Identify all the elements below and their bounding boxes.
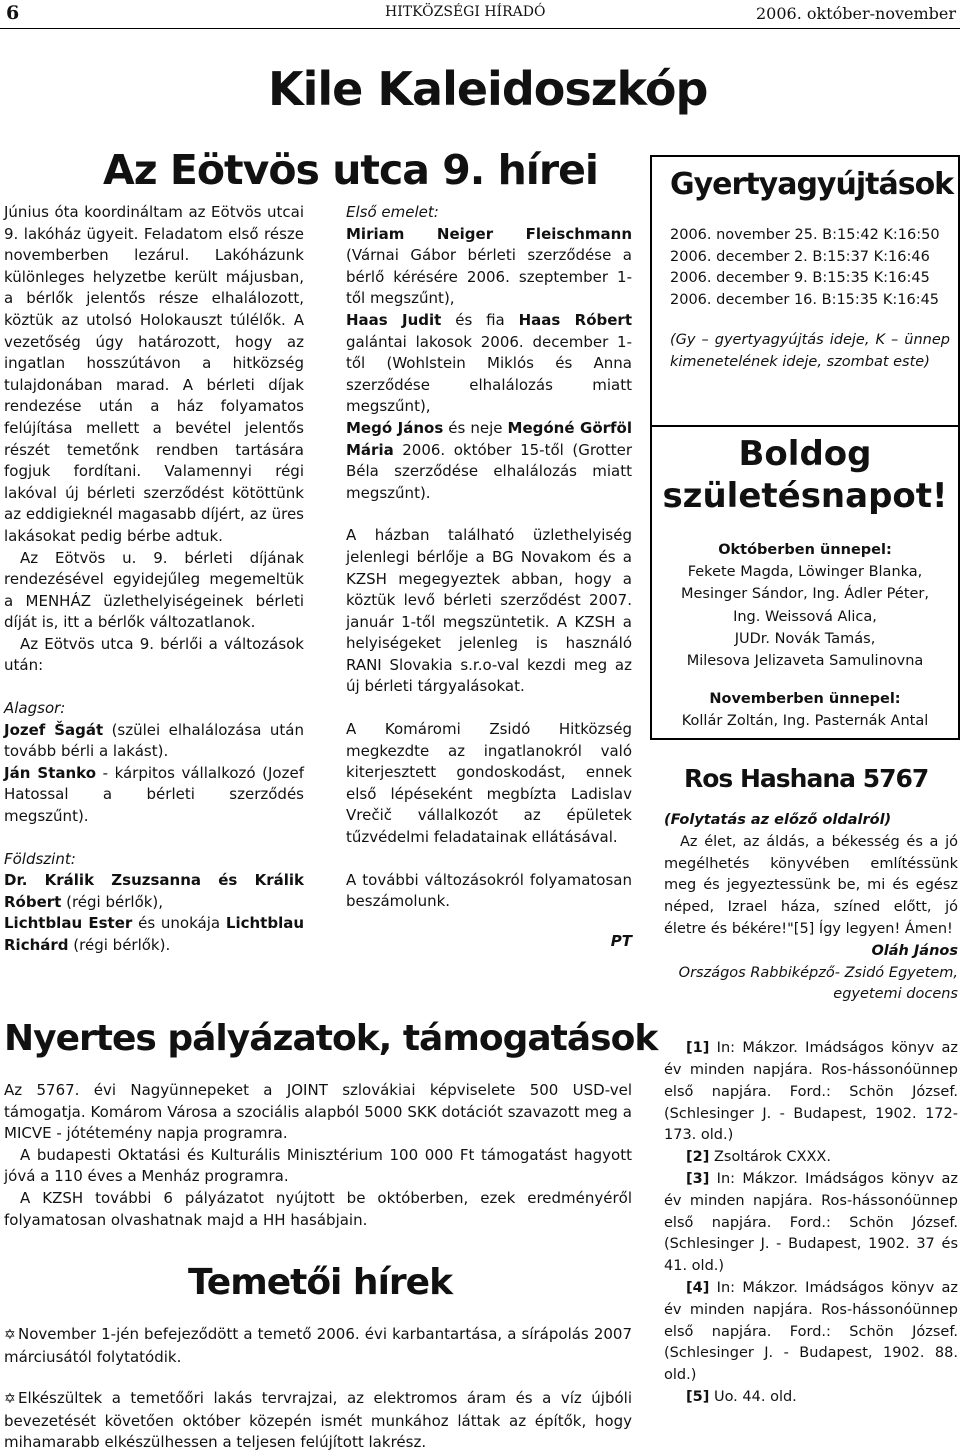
publication-name: HITKÖZSÉGI HÍRADÓ xyxy=(385,4,546,20)
ground-floor-label: Földszint: xyxy=(4,849,76,868)
october-label: Októberben ünnepel: xyxy=(718,542,892,558)
page-header xyxy=(0,0,960,29)
candles-note: (Gy – gyertyagyújtás ideje, K – ünnep kimenetelének ideje, szombat este) xyxy=(670,332,950,370)
star-of-david-icon: ✡ xyxy=(4,1327,16,1343)
author-affiliation: Országos Rabbiképző- Zsidó Egyetem, egyetemi docens xyxy=(678,964,958,1003)
paragraph: A budapesti Oktatási és Kulturális Minisztérium 100 000 Ft támogatást hagyott jóvá a 110 éves a Menház programra. xyxy=(4,1145,632,1186)
tenant-entry: Ján Stanko - kárpitos vállalkozó (Jozef Hatossal a bérleti szerződés megszűnt). xyxy=(4,763,304,826)
footnote: [3] In: Mákzor. Imádságos könyv az év minden napjára. Ros-hássonóünnep első napjára. Ford.: Schön József. (Schlesinger J. - Budapest, 1902. 37 és 41. old.) xyxy=(664,1170,958,1275)
birthday-name-line: Fekete Magda, Löwinger Blanka, xyxy=(687,564,923,581)
birthday-name-line: Ing. Weissová Alica, xyxy=(733,608,877,625)
author-name: Oláh János xyxy=(871,942,958,959)
cemetery-item: ✡ November 1-jén befejeződött a temető 2006. évi karbantartása, a sírápolás 2007 márciusától folytatódik. xyxy=(4,1325,632,1366)
paragraph: A házban található üzlethelyiség jelenlegi bérlője a BG Novakom és a KZSH megegyeztek abban, hogy a köztük levő bérleti szerződést 2007. január 1-től megszüntetik. A KZSH a helyiségeket jelenleg is használó RANI Slovakia s.r.o-val kezdi meg az új bérleti tárgyalásokat. xyxy=(346,526,632,696)
birthday-name-line: Milesova Jelizaveta Samulinovna xyxy=(686,653,924,670)
basement-label: Alagsor: xyxy=(4,699,66,718)
cemetery-title: Temetői hírek xyxy=(188,1262,453,1303)
tenant-entry: Lichtblau Ester és unokája Lichtblau Richárd (régi bérlők). xyxy=(4,914,305,954)
grants-title: Nyertes pályázatok, támogatások xyxy=(4,1018,658,1059)
star-of-david-icon: ✡ xyxy=(4,1391,16,1408)
tenant-entry: Dr. Králik Zsuzsanna és Králik Róbert (régi bérlők), xyxy=(4,871,304,911)
signature: PT xyxy=(610,931,632,950)
paragraph: A további változásokról folyamatosan beszámolunk. xyxy=(346,870,632,911)
birthday-name-line: JUDr. Novák Tamás, xyxy=(734,630,876,647)
paragraph: Az 5767. évi Nagyünnepeket a JOINT szlovákiai képviselete 500 USD-vel támogatja. Komárom Városa a szociális alapból 5000 SKK dotációt szavazott meg a MICVE - jótétemény napja programra. xyxy=(4,1081,632,1143)
paragraph: Az Eötvös utca 9. bérlői a változások után: xyxy=(4,634,304,675)
column-1 xyxy=(4,202,304,957)
ros-title: Ros Hashana 5767 xyxy=(684,764,929,793)
section-title-eotvos: Az Eötvös utca 9. hírei xyxy=(103,146,598,194)
footnote: [5] Uo. 44. old. xyxy=(686,1388,797,1405)
candle-row: 2006. december 16. B:15:35 K:16:45 xyxy=(670,291,940,308)
page-number: 6 xyxy=(6,2,20,24)
first-floor-label: Első emelet: xyxy=(346,203,439,221)
candles-list xyxy=(670,225,960,311)
birthday-name-line: Kollár Zoltán, Ing. Pasternák Antal xyxy=(681,713,929,730)
cemetery-text xyxy=(4,1324,632,1454)
paragraph: Június óta koordináltam az Eötvös utcai 9. lakóház ügyeit. Feladatom első része novemberben lezárul. Lakóházunk különleges helyzetbe került májusban, a bérlők jelentős része elhalálozott, köztük az utolsó Holokauszt túlélők. A vezetőség úgy határozott, hogy az ingatlan hosszútávon a hitközség tulajdonában marad. A bérleti díjak rendezése után a ház folyamatos felújítása mellett a bevétel jelentős részét temetőnk rendben tartására fogjuk fordítani. Valamennyi régi lakóval új bérleti szerződést kötöttünk az eddigieknél magasabb díjért, az üres lakásokat pedig bérbe adtuk. xyxy=(4,203,304,545)
candles-title: Gyertyagyújtások xyxy=(670,167,954,202)
footnote: [1] In: Mákzor. Imádságos könyv az év minden napjára. Ros-hássonóünnep első napjára. Ford.: Schön József. (Schlesinger J. - Budapest, 1902. 172-173. old.) xyxy=(664,1040,958,1144)
paragraph: A KZSH további 6 pályázatot nyújtott be októberben, ezek eredményéről folyamatosan olvashatnak majd a HH hasábjain. xyxy=(4,1188,632,1229)
tenant-entry: Miriam Neiger Fleischmann (Várnai Gábor bérleti szerződése a bérlő kérésére 2006. szeptember 1-től megszűnt), xyxy=(346,224,632,308)
footnotes xyxy=(664,1038,958,1409)
footnote: [2] Zsoltárok CXXX. xyxy=(686,1149,831,1166)
cemetery-item: ✡ Elkészültek a temetőőri lakás tervrajzai, az elektromos áram és a víz újbóli bevezetését követően október közepén ismét munkához láttak az építők, hogy mihamarabb elkészülhessen a teljesen felújított lakrész. xyxy=(4,1389,632,1452)
main-title: Kile Kaleidoszkóp xyxy=(268,62,708,116)
birthday-list xyxy=(652,539,958,733)
ros-text: Az élet, az áldás, a békesség és a jó megélhetés könyvében említéssünk meg és jegyeztessünk be, mi és egész néped, Izrael háza, színed előtt, jó életre és békére!"[5] Így legyen! Ámen! xyxy=(664,833,958,937)
november-label: Novemberben ünnepel: xyxy=(709,691,901,708)
candle-row: 2006. november 25. B:15:42 K:16:50 xyxy=(670,227,940,243)
birthday-name-line: Mesinger Sándor, Ing. Ádler Péter, xyxy=(680,586,930,603)
sidebar-box xyxy=(650,155,960,740)
paragraph: A Komáromi Zsidó Hitközség megkezdte az ingatlanokról való kiterjesztett gondoskodást, ennek első lépéseként megbízta Ladislav Vrečič vállalkozót az épületek tűzvédelmi feladatainak ellátásával. xyxy=(346,720,632,847)
footnote: [4] In: Mákzor. Imádságos könyv az év minden napjára. Ros-hássonóünnep első napjára. Ford.: Schön József. (Schlesinger J. - Budapest, 1902. 88. old.) xyxy=(664,1279,958,1384)
continued-note: (Folytatás az előző oldalról) xyxy=(664,812,892,828)
issue-date: 2006. október-november xyxy=(755,4,956,23)
ros-column xyxy=(664,810,958,1409)
column-2 xyxy=(346,202,632,952)
birthday-title: Boldog születésnapot! xyxy=(662,434,948,516)
candle-row: 2006. december 2. B:15:37 K:16:46 xyxy=(670,248,930,265)
tenant-entry: Jozef Šagát (szülei elhalálozása után tovább bérli a lakást). xyxy=(4,720,304,761)
candle-row: 2006. december 9. B:15:35 K:16:45 xyxy=(670,270,930,286)
grants-text xyxy=(4,1080,632,1231)
box-divider xyxy=(650,425,960,427)
tenant-entry: Haas Judit és fia Haas Róbert galántai lakosok 2006. december 1-től (Wohlstein Miklós és Anna szerződése elhalálozás miatt megszűnt), xyxy=(346,310,632,416)
paragraph: Az Eötvös u. 9. bérleti díjának rendezésével egyidejűleg megemeltük a MENHÁZ üzlethelyiségeinek bérleti díját is, itt a bérlők változatlanok. xyxy=(4,548,304,632)
tenant-entry: Megó János és neje Megóné Görföl Mária 2006. október 15-től (Grotter Béla szerződése elhalálozás miatt megszűnt). xyxy=(346,418,632,502)
